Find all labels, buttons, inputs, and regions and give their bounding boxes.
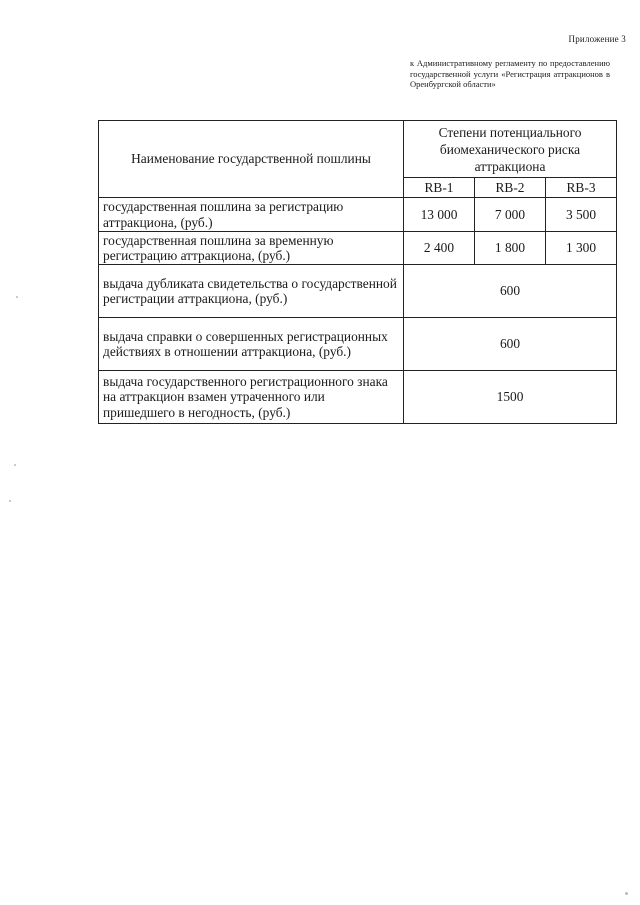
appendix-title: Приложение 3 bbox=[568, 34, 626, 44]
fee-value: 1500 bbox=[404, 371, 617, 424]
fee-name: государственная пошлина за регистрацию аттракциона, (руб.) bbox=[99, 198, 404, 232]
fee-value-rb3: 3 500 bbox=[546, 198, 617, 232]
table-row bbox=[99, 318, 617, 371]
appendix-note: к Административному регламенту по предоставлению государственной услуги «Регистрация аттракционов в Оренбургской области» bbox=[410, 58, 610, 89]
fee-name-header: Наименование государственной пошлины bbox=[99, 121, 404, 198]
fee-value: 600 bbox=[404, 265, 617, 318]
table-row bbox=[99, 198, 617, 232]
risk-class-rb2: RB-2 bbox=[475, 178, 546, 198]
fee-value: 600 bbox=[404, 318, 617, 371]
table-row bbox=[99, 265, 617, 318]
table-row bbox=[99, 371, 617, 424]
fee-value-rb1: 13 000 bbox=[404, 198, 475, 232]
risk-class-rb3: RB-3 bbox=[546, 178, 617, 198]
fee-table bbox=[98, 120, 617, 424]
fee-name: государственная пошлина за временную регистрацию аттракциона, (руб.) bbox=[99, 232, 404, 265]
fee-name: выдача справки о совершенных регистрационных действиях в отношении аттракциона, (руб.) bbox=[99, 318, 404, 371]
risk-class-rb1: RB-1 bbox=[404, 178, 475, 198]
fee-name: выдача дубликата свидетельства о государственной регистрации аттракциона, (руб.) bbox=[99, 265, 404, 318]
table-header-row bbox=[99, 121, 617, 178]
fee-value-rb2: 1 800 bbox=[475, 232, 546, 265]
fee-value-rb2: 7 000 bbox=[475, 198, 546, 232]
fee-name: выдача государственного регистрационного знака на аттракцион взамен утраченного или пришедшего в негодность, (руб.) bbox=[99, 371, 404, 424]
table-row bbox=[99, 232, 617, 265]
risk-degree-header: Степени потенциального биомеханического риска аттракциона bbox=[404, 121, 617, 178]
fee-value-rb1: 2 400 bbox=[404, 232, 475, 265]
fee-value-rb3: 1 300 bbox=[546, 232, 617, 265]
